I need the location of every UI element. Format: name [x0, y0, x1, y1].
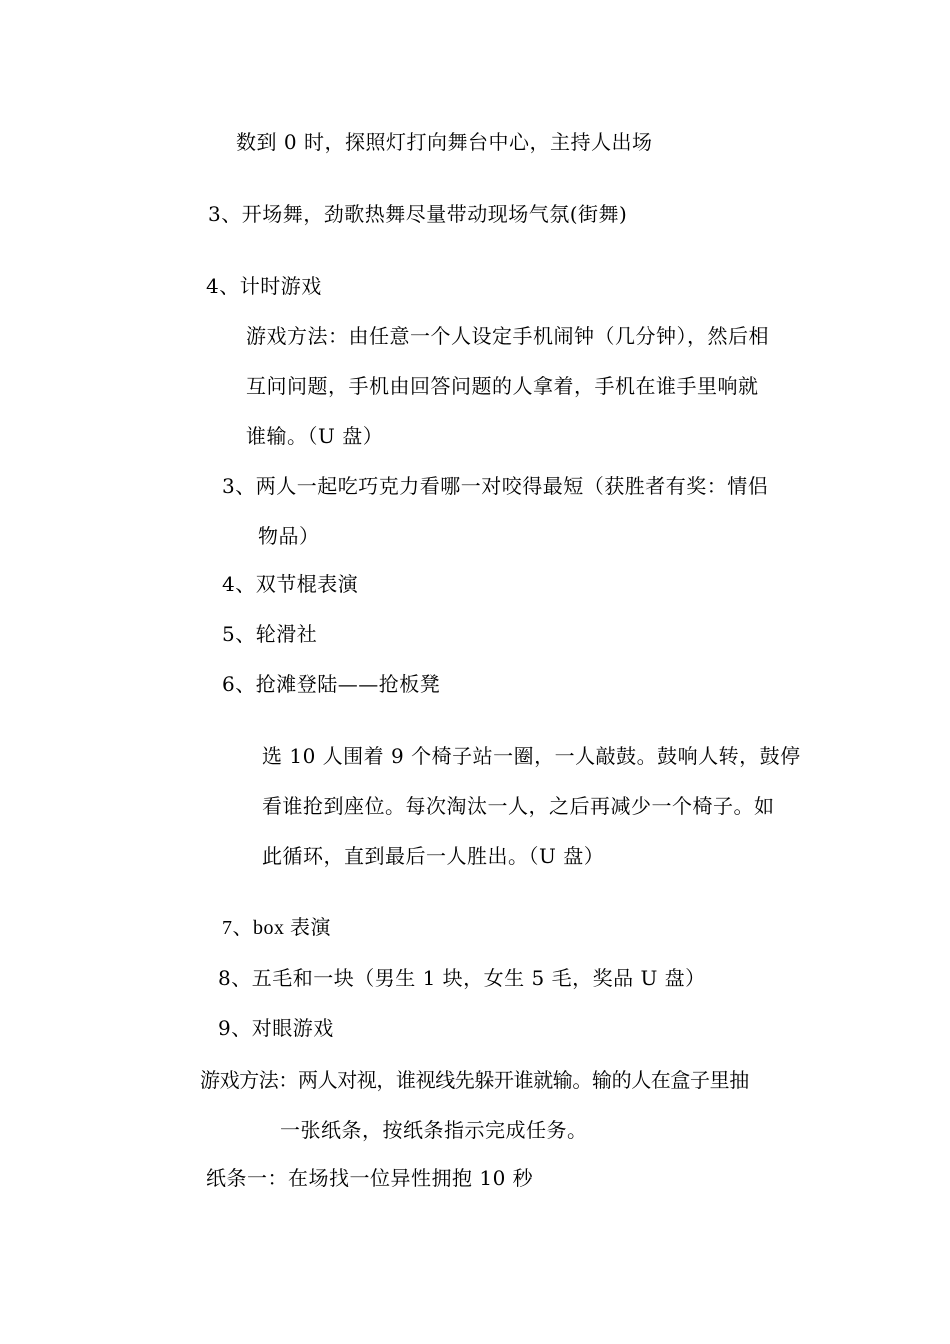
item-chocolate-line-1: 3、两人一起吃巧克力看哪一对咬得最短（获胜者有奖：情侣	[222, 474, 769, 498]
item-chocolate-line-2: 物品）	[258, 524, 320, 548]
countdown-line: 数到 0 时，探照灯打向舞台中心，主持人出场	[236, 130, 653, 154]
item-staring-game-heading: 9、对眼游戏	[218, 1016, 334, 1040]
staring-game-method-line-2: 一张纸条，按纸条指示完成任务。	[280, 1118, 588, 1142]
note-one: 纸条一：在场找一位异性拥抱 10 秒	[206, 1166, 534, 1190]
staring-game-method-line-1: 游戏方法：两人对视，谁视线先躲开谁就输。输的人在盒子里抽	[200, 1068, 749, 1092]
item-roller-club: 5、轮滑社	[222, 622, 318, 646]
item-timer-game-heading: 4、计时游戏	[206, 274, 322, 298]
musical-chairs-rules-line-1: 选 10 人围着 9 个椅子站一圈，一人敲鼓。鼓响人转，鼓停	[262, 744, 801, 768]
item-box-performance: 7、box 表演	[222, 917, 331, 939]
item-opening-dance: 3、开场舞，劲歌热舞尽量带动现场气氛(街舞)	[208, 202, 628, 226]
musical-chairs-rules-line-3: 此循环，直到最后一人胜出。（U 盘）	[262, 844, 605, 868]
musical-chairs-rules-line-2: 看谁抢到座位。每次淘汰一人，之后再减少一个椅子。如	[262, 794, 775, 818]
item-musical-chairs-heading: 6、抢滩登陆——抢板凳	[222, 672, 441, 696]
timer-game-method-line-3: 谁输。（U 盘）	[246, 424, 384, 448]
item-nunchaku: 4、双节棍表演	[222, 572, 359, 596]
timer-game-method-line-1: 游戏方法：由任意一个人设定手机闹钟（几分钟），然后相	[246, 324, 769, 348]
item-coins-game: 8、五毛和一块（男生 1 块，女生 5 毛，奖品 U 盘）	[218, 966, 706, 990]
timer-game-method-line-2: 互问问题，手机由回答问题的人拿着，手机在谁手里响就	[246, 374, 759, 398]
